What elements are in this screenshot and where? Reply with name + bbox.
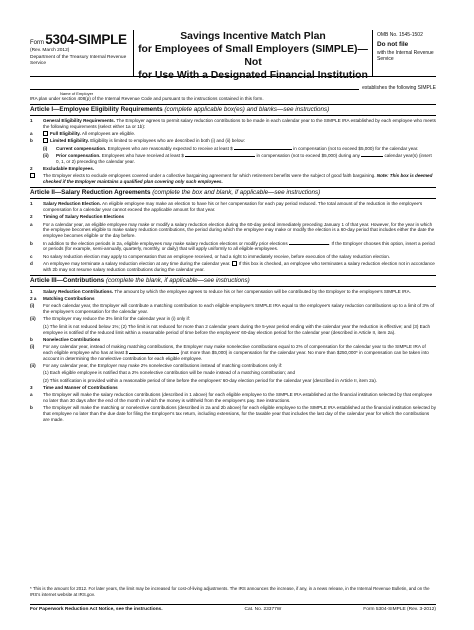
with-irs: with the Internal Revenue Service: [377, 49, 434, 62]
item-number: 1: [30, 118, 33, 124]
article-2-heading: [30, 187, 436, 199]
item-text: In addition to the election periods in 2a, eligible employees may make salary reduction elections or modify prior elections: [43, 240, 288, 246]
footnote: * This is the amount for 2012. For later years, the limit may be increased for cost-of-living adjustments. The IRS announces the increase, if any, in a news release, in the Internal Revenue Bulletin, and on the IRS's internet website at IRS.gov.: [30, 586, 430, 597]
item-text: For any calendar year, the Employer may make 2% nonelective contributions instead of matching contributions only if:: [43, 363, 283, 369]
article-3-title: Article III—Contributions: [30, 276, 105, 284]
item-letter: c: [30, 253, 33, 259]
item-text: Eligibility is limited to employees who are described in both (i) and (ii) below:: [90, 138, 245, 144]
item-heading: Nonelective Contributions: [43, 336, 101, 342]
item-heading: Full Eligibility.: [50, 131, 81, 137]
article-3-heading: [30, 275, 436, 287]
item-letter: a: [30, 131, 33, 137]
item-number: 1: [30, 201, 33, 207]
sub-item-number: (i): [30, 344, 35, 350]
form-label: Form: [30, 40, 44, 46]
sub-item-number: (i): [43, 145, 48, 151]
article-1-instruction: (complete applicable box(es) and blanks—see instructions): [164, 105, 330, 113]
item-text: The amount by which the employee agrees to reduce his or her compensation will be contributed by the Employer to the employee's SIMPLE IRA.: [114, 288, 411, 294]
item-text: Employees who are reasonably expected to receive at least $: [107, 145, 233, 151]
nonelective-compensation-field[interactable]: [129, 350, 179, 354]
article-1-title: Article I—Employee Eligibility Requirements: [30, 105, 163, 113]
title-line-2: for Employees of Small Employers (SIMPLE)—Not: [138, 44, 368, 68]
item-note: Note: This box is deemed checked if the Employer maintains a qualified plan covering only such employees.: [43, 173, 433, 185]
item-heading: Timing of Salary Reduction Elections: [43, 214, 125, 220]
item-text: (not more than $5,000) in compensation for the calendar year. No more than $250,000* in compensation can be taken into account in determining the nonelective contribution for each eligible employee.: [43, 350, 429, 361]
item-text: The Employer will make the salary reduction contributions (described in 1 above) for each eligible employee to the SIMPLE IRA established at the financial institution selected by that employee no later than 30 days after the end of the month in which the money is withheld from the employee's pay. See instructions.: [43, 392, 433, 404]
item-heading: Prior compensation.: [56, 152, 101, 158]
revision-date: (Rev. March 2012): [30, 48, 70, 54]
item-letter: b: [30, 336, 33, 342]
article-3-instruction: (complete the blank, if applicable—see instructions): [105, 276, 250, 284]
item-text: (1) The limit is not reduced below 1%; (2) The limit is not reduced for more than 2 calendar years during the 5-year period ending with the calendar year the reduction is effective; and (3) Each employee is notified of the reduced limit within a reasonable period of time before the employees' 60-day election period for the calendar year (described in Article II, item 2a).: [43, 323, 431, 335]
item-text: The Employer may reduce the 3% limit for the calendar year in (i) only if:: [43, 316, 191, 322]
form-footer: [30, 604, 436, 613]
item-letter: b: [30, 240, 33, 246]
item-text: in compensation (not to exceed $5,000) during any: [256, 152, 360, 158]
item-letter: a: [30, 392, 33, 398]
form-id-block: [30, 30, 134, 76]
do-not-file: Do not file: [377, 41, 409, 49]
item-text: For each calendar year, the Employer will contribute a matching contribution to each eligible employee's SIMPLE IRA equal to the employee's salary reduction contributions up to a limit of 3% of the employee's compensation for the calendar year.: [43, 303, 435, 315]
item-heading: Current compensation.: [56, 145, 107, 151]
prior-compensation-field[interactable]: [185, 153, 255, 157]
article-2-title: Article II—Salary Reduction Agreements: [30, 189, 151, 197]
name-of-employer-label: Name of Employer: [60, 91, 94, 96]
establishes-text: establishes the following SIMPLE: [362, 84, 436, 91]
item-number: 2 a: [30, 296, 37, 302]
item-text: The Employer will make the matching or nonelective contributions (described in 2a and 2b above) for each eligible employee to the SIMPLE IRA established at the financial institution selected by that employee no later than the due date for filing the Employer's tax return, including extensions, for the taxable year that includes the last day of the calendar year for which the contributions are made.: [43, 405, 436, 423]
form-number: 5304-SIMPLE: [45, 32, 127, 47]
item-number: 2: [30, 214, 33, 220]
item-text: All employees are eligible.: [81, 131, 136, 137]
form-title: [134, 30, 372, 81]
item-text: For any calendar year, instead of making matching contributions, the Employer may make nonelective contributions equal to 2% of compensation for the calendar year to the SIMPLE IRA of each eligible employee who has at least $: [43, 344, 426, 356]
item-number: 1: [30, 288, 33, 294]
item-letter: b: [30, 405, 33, 411]
sub-item-number: (ii): [30, 363, 36, 369]
item-heading: Excludable Employees.: [43, 166, 95, 172]
item-text: calendar year(s) (insert 0, 1, or 2) preceding the calendar year.: [56, 152, 432, 164]
calendar-years-field[interactable]: [361, 153, 383, 157]
item-letter: d: [30, 261, 33, 266]
sub-item-number: (ii): [30, 316, 36, 322]
current-compensation-field[interactable]: [234, 146, 292, 150]
item-number: 2: [30, 166, 33, 172]
item-text: (1) Each eligible employee is notified that a 2% nonelective contribution will be made instead of a matching contribution; and: [43, 370, 296, 376]
item-text: in compensation (not to exceed $5,000) for the calendar year.: [293, 145, 419, 151]
item-text: (2) This notification is provided within a reasonable period of time before the employees' 60-day election period for the calendar year (described in Article II, item 2a).: [43, 377, 378, 383]
item-text: An employee may terminate a salary reduction election at any time during the calendar year.: [43, 261, 231, 266]
footer-form-id: Form 5304-SIMPLE (Rev. 3-2012): [363, 607, 436, 612]
item-text: . If the Employer chooses this option, insert a period or periods (for example, semi-annually, quarterly, monthly, or daily) that will apply uniformly to all eligible employees.: [43, 240, 435, 252]
item-heading: Salary Reduction Election.: [43, 201, 101, 207]
sub-item-number: (i): [30, 303, 35, 309]
item-text: No salary reduction election may apply to compensation that an employee received, or had a right to immediately receive, before execution of the salary reduction election.: [43, 253, 391, 259]
item-text: The Employer agrees to permit salary reduction contributions to be made in each calendar year to the SIMPLE IRA established by each employee who meets the following requirements (select either 1a or 1b):: [43, 118, 436, 129]
full-eligibility-checkbox[interactable]: [43, 131, 48, 136]
ira-line: IRA plan under section 408(p) of the Internal Revenue Code and pursuant to the instructions contained in this form.: [30, 96, 264, 102]
item-heading: Time and Manner of Contributions: [43, 384, 118, 390]
item-heading: Matching Contributions: [43, 296, 95, 302]
omb-block: [372, 30, 436, 76]
item-text: If this box is checked, an employee who terminates a salary reduction election not in accordance with 2b may not resume salary reduction contributions during the calendar year.: [43, 261, 435, 272]
item-number: 3: [30, 384, 33, 390]
excludable-employees-checkbox[interactable]: [30, 173, 35, 178]
item-heading: General Eligibility Requirements.: [43, 118, 115, 124]
title-line-1: Savings Incentive Match Plan: [180, 31, 326, 42]
omb-number: OMB No. 1545-1502: [377, 32, 423, 38]
article-1-heading: [30, 104, 436, 116]
paperwork-notice: For Paperwork Reduction Act Notice, see the instructions.: [30, 607, 163, 612]
article-2-instruction: (complete the box and blank, if applicable—see instructions): [152, 189, 321, 197]
item-text: For a calendar year, an eligible employee may make or modify a salary reduction election during the 60-day period immediately preceding January 1 of that year. However, for the year in which the employee becomes eligible to make salary reduction contributions, the period during which the employee may make or modify the election is a 60-day period that includes either the date the employee becomes eligible or the day before.: [43, 221, 435, 239]
employer-name-field[interactable]: [30, 89, 359, 90]
item-text: An eligible employee may make an election to have his or her compensation for each pay period reduced. The total amount of the reduction in the employee's compensation for a calendar year cannot exceed the applicable amount for that year.: [43, 201, 423, 213]
form-header: [30, 30, 436, 81]
terminate-election-checkbox[interactable]: [232, 261, 237, 266]
catalog-number: Cat. No. 23377W: [244, 607, 282, 612]
limited-eligibility-checkbox[interactable]: [43, 138, 48, 143]
item-text: Employees who have received at least $: [101, 152, 184, 158]
sub-item-number: (ii): [43, 152, 49, 158]
item-letter: b: [30, 138, 33, 144]
title-line-3: for Use With a Designated Financial Institution: [138, 70, 368, 81]
item-heading: Salary Reduction Contributions.: [43, 288, 114, 294]
item-heading: Limited Eligibility.: [50, 138, 89, 144]
agency-name: Department of the Treasury Internal Revenue Service: [30, 54, 127, 66]
election-period-field[interactable]: [289, 241, 329, 245]
item-letter: a: [30, 221, 33, 227]
item-text: The Employer elects to exclude employees covered under a collective bargaining agreement for which retirement benefits were the subject of good faith bargaining.: [43, 173, 376, 179]
